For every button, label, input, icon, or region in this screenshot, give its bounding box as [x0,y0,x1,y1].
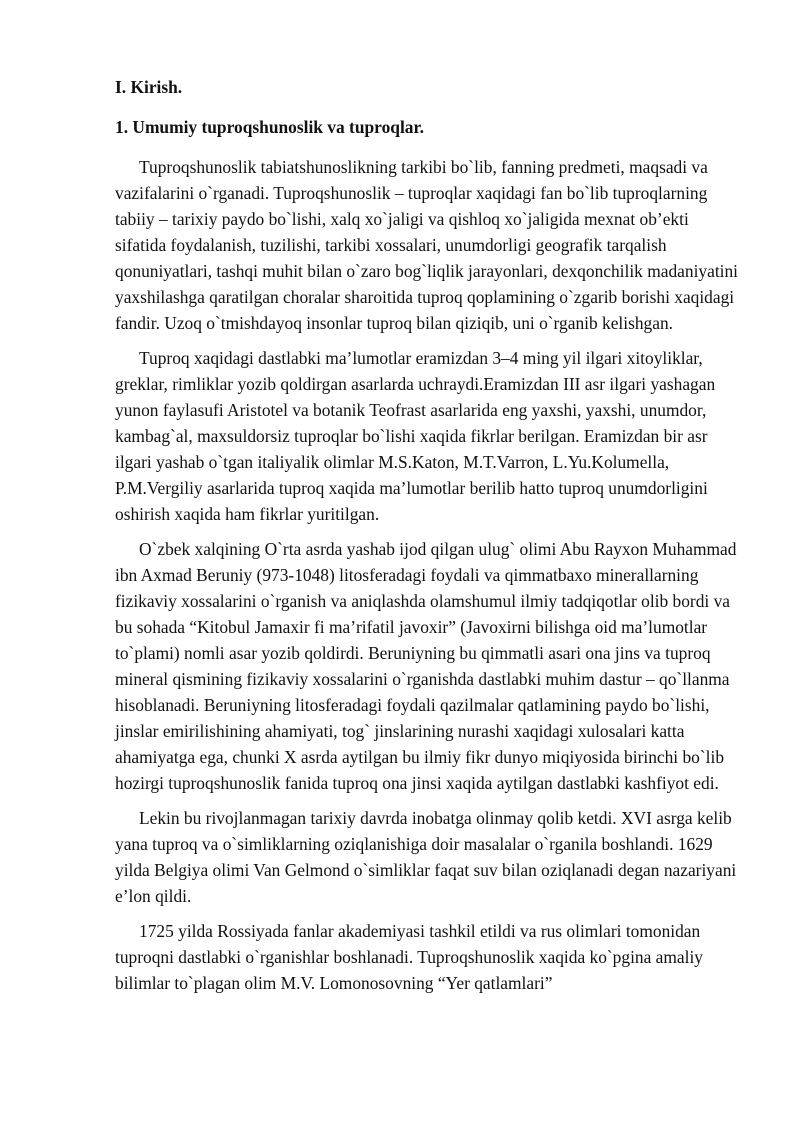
paragraph-2: Tuproq xaqidagi dastlabki ma’lumotlar eramizdan 3–4 ming yil ilgari xitoyliklar, greklar, rimliklar yozib qoldirgan asarlarda uchraydi.Eramizdan III asr ilgari yashagan yunon faylasufi Aristotel va botanik Teofrast asarlarida eng yaxshi, yaxshi, unumdor, kambag`al, maxsuldorsiz tuproqlar bo`lishi xaqida fikrlar berilgan. Eramizdan bir asr ilgari yashab o`tgan italiyalik olimlar M.S.Katon, M.T.Varron, L.Yu.Kolumella, P.M.Vergiliy asarlarida tuproq xaqida ma’lumotlar berilib hatto tuproq unumdorligini oshirish xaqida ham fikrlar yuritilgan. [115,348,716,524]
document-page [115,74,741,1005]
section-heading: I. Kirish. [115,77,183,97]
subsection-heading: 1. Umumiy tuproqshunoslik va tuproqlar. [115,117,424,137]
paragraph-3: O`zbek xalqining O`rta asrda yashab ijod qilgan ulug` olimi Abu Rayxon Muhammad ibn Axmad Beruniy (973-1048) litosferadagi foydali va qimmatbaxo minerallarning fizikaviy xossalarini o`rganish va aniqlashda olamshumul ilmiy tadqiqotlar olib bordi va bu sohada “Kitobul Jamaxir fi ma’rifatil javoxir” (Javoxirni bilishga oid ma’lumotlar to`plami) nomli asar yozib qoldirdi. Beruniyning bu qimmatli asari ona jins va tuproq mineral qismining fizikaviy xossalarini o`rganishda dastlabki muhim dastur – qo`llanma hisoblanadi. Beruniyning litosferadagi foydali qazilmalar qatlamining paydo bo`lishi, jinslar emirilishining ahamiyati, tog` jinslarining nurashi xaqidagi xulosalari katta ahamiyatga ega, chunki X asrda aytilgan bu ilmiy fikr dunyo miqiyosida birinchi bo`lib hozirgi tuproqshunoslik fanida tuproq ona jinsi xaqida aytilgan dastlabki kashfiyot edi. [115,539,737,793]
paragraph-1: Tuproqshunoslik tabiatshunoslikning tarkibi bo`lib, fanning predmeti, maqsadi va vazifalarini o`rganadi. Tuproqshunoslik – tuproqlar xaqidagi fan bo`lib tuproqlarning tabiiy – tarixiy paydo bo`lishi, xalq xo`jaligi va qishloq xo`jaligida mexnat ob’ekti sifatida foydalanish, tuzilishi, tarkibi xossalari, unumdorligi geografik tarqalish qonuniyatlari, tashqi muhit bilan o`zaro bog`liqlik jarayonlari, dexqonchilik madaniyatini yaxshilashga qaratilgan choralar sharoitida tuproq qoplamining o`zgarib borishi xaqidagi fandir. Uzoq o`tmishdayoq insonlar tuproq bilan qiziqib, uni o`rganib kelishgan. [115,157,739,333]
paragraph-5: 1725 yilda Rossiyada fanlar akademiyasi tashkil etildi va rus olimlari tomonidan tuproqni dastlabki o`rganishlar boshlanadi. Tuproqshunoslik xaqida ko`pgina amaliy bilimlar to`plagan olim M.V. Lomonosovning “Yer qatlamlari” [115,921,703,993]
paragraph-4: Lekin bu rivojlanmagan tarixiy davrda inobatga olinmay qolib ketdi. XVI asrga kelib yana tuproq va o`simliklarning oziqlanishiga doir masalalar o`rganila boshlandi. 1629 yilda Belgiya olimi Van Gelmond o`simliklar faqat suv bilan oziqlanadi degan nazariyani e’lon qildi. [115,808,737,906]
